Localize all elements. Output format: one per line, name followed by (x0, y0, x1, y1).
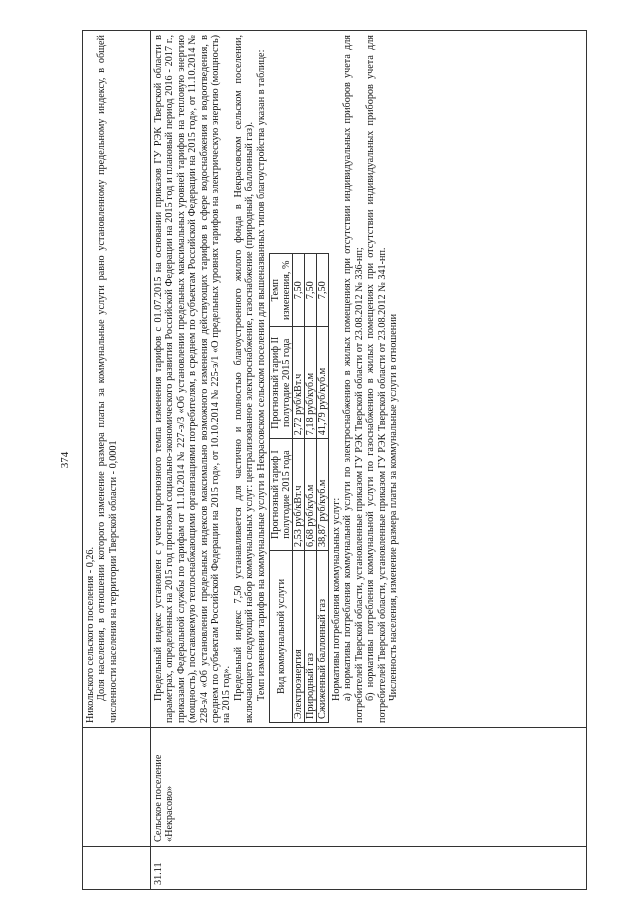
service-name: Природный газ (305, 550, 317, 722)
tariff-h2: 41,79 руб/куб.м (317, 327, 329, 439)
header-change-rate: Темп изменения, % (270, 254, 293, 327)
carryover-cell (83, 31, 151, 728)
row-number-cell-empty (83, 847, 151, 890)
settlement-name: Сельское поселение «Некрасово» (150, 728, 586, 847)
norm-electricity: а) нормативы потребления коммунальной услуги по электроснабжению в жилых помещениях при отсутствии индивидуальных приборов учета для потребителей Тверской области, установленные приказом ГУ РЭК Тверской области от 23.08.2012 № 336-нп; (342, 35, 365, 723)
population-line: Численность населения, изменение размера платы за коммунальные услуги в отношении (388, 313, 400, 701)
tariff-row (305, 254, 317, 723)
tariff-header-row (270, 254, 293, 723)
tariff-h1: 6,68 руб/куб.м (305, 439, 317, 551)
table-row-nekrasovo (150, 31, 586, 890)
change-rate: 7,50 (293, 254, 305, 327)
page-number: 374 (59, 451, 71, 469)
tariff-table (269, 253, 329, 723)
main-table (82, 30, 587, 890)
header-tariff-h2: Прогнозный тариф II полугодие 2015 года (270, 327, 293, 439)
settlement-cell-empty (83, 728, 151, 847)
rotated-document-page (59, 30, 587, 890)
paragraph-table-intro: Темп изменения тарифов на коммунальные услуги в Некрасовском сельском поселении для вышеназванных типов благоустройства указан в таблице: (255, 49, 267, 701)
header-tariff-h1: Прогнозный тариф I полугодие 2015 года (270, 439, 293, 551)
settlement-description-cell (150, 31, 586, 728)
norms-heading: Нормативы потребления коммунальных услуг: (331, 497, 343, 701)
service-name: Сжиженный баллонный газ (317, 550, 329, 722)
tariff-h1: 2,53 руб/кВт.ч (293, 439, 305, 551)
tariff-h2: 2,72 руб/кВт.ч (293, 327, 305, 439)
paragraph-index-basis: Предельный индекс установлен с учетом прогнозного темпа изменения тарифов с 01.07.2015 на основании приказов ГУ РЭК Тверской области в параметрах, определенных на 2015 год прогнозом социально-экономического развития Российской Федерации на 2015 год и плановый период 2016 - 2017 г., приказами Федеральной службы по тарифам от 11.10.2014 № 227-э/3 «Об установлении предельных максимальных уровней тарифов на тепловую энергию (мощность), поставляемую теплоснабжающими организациями потребителям, в среднем по субъектам Российской Федерации на 2015 год», от 11.10.2014 № 228-э/4 «Об установлении предельных индексов максимально возможного изменения действующих тарифов в сфере водоснабжения и водоотведения, в среднем по субъектам Российской Федерации на 2015 год», от 10.10.2014 № 225-э/1 «О предельных уровнях тарифов на электрическую энергию (мощность) на 2015 год». (152, 35, 233, 723)
service-name: Электроэнергия (293, 550, 305, 722)
tariff-h1: 38,87 руб/куб.м (317, 439, 329, 551)
table-row-carryover (83, 31, 151, 890)
tariff-h2: 7,18 руб/куб.м (305, 327, 317, 439)
change-rate: 7,50 (317, 254, 329, 327)
row-number: 31.11 (150, 847, 586, 890)
change-rate: 7,50 (305, 254, 317, 327)
tariff-row (317, 254, 329, 723)
tariff-row (293, 254, 305, 723)
paragraph-index-value: Предельный индекс 7,50 устанавливается для частично и полностью благоустроенного жилого фонда в Некрасовском сельском поселении, включающего следующий набор коммунальных услуг: централизованное электроснабжение, газоснабжение (природный, баллонный газ). (232, 35, 256, 723)
carryover-line: Никольского сельского поселения - 0,26. (85, 546, 96, 723)
header-service: Вид коммунальной услуги (270, 550, 293, 722)
norm-gas: б) нормативы потребления коммунальной услуги по газоснабжению в жилых помещениях при отсутствии индивидуальных приборов учета для потребителей Тверской области, установленные приказом ГУ РЭК Тверской области от 23.08.2012 № 341-нп. (365, 35, 388, 723)
carryover-share-text: Доля населения, в отношении которого изменение размера платы за коммунальные услуги равно установленному предельному индексу, в общей численности населения на территории Тверской области - 0,0001 (96, 35, 119, 723)
